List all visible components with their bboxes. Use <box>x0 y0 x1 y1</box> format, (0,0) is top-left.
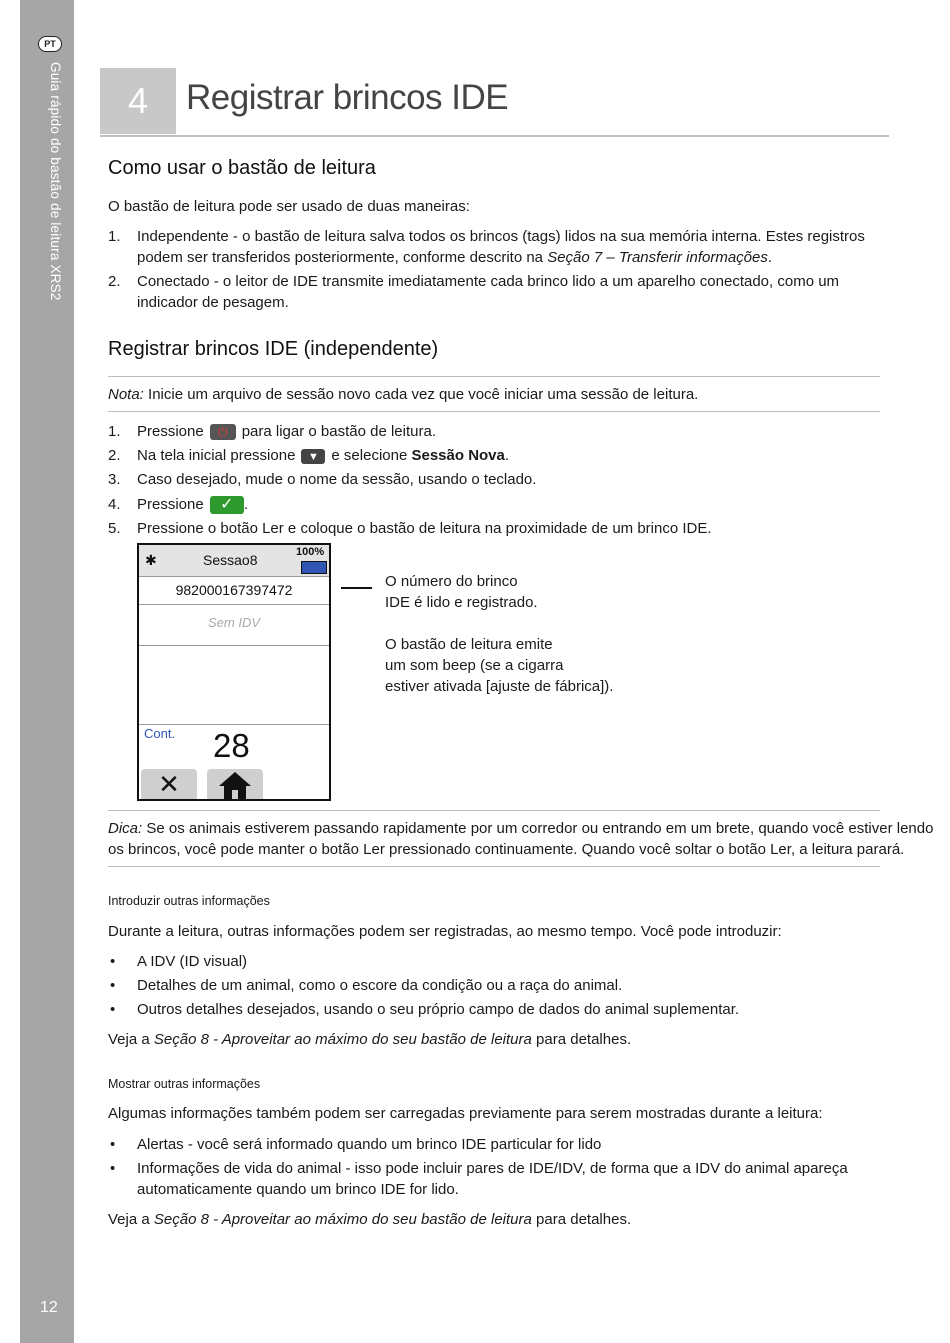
tip-divider-bottom <box>108 866 880 867</box>
bullet-item: • Informações de vida do animal - isso pode incluir pares de IDE/IDV, de forma que a IDV do animal apareça automaticamente quando um brinco IDE for lido. <box>110 1160 848 1198</box>
list-text: Independente - o bastão de leitura salva todos os brincos (tags) lidos na sua memória interna. Estes registros podem ser transferidos posteriormente, conforme descrito na Seção 7 – Transferir informações. <box>137 228 865 266</box>
device-cancel-button <box>141 769 197 799</box>
language-badge: PT <box>38 36 62 52</box>
device-header <box>139 545 329 577</box>
device-idv: Sem IDV <box>139 605 329 646</box>
device-home-button <box>207 769 263 799</box>
section-heading-usage: Como usar o bastão de leitura <box>108 157 376 179</box>
note-divider-bottom <box>108 411 880 412</box>
list-number: 2. <box>108 273 121 290</box>
note: Nota: Inicie um arquivo de sessão novo cada vez que você iniciar uma sessão de leitura. <box>108 386 699 403</box>
callout-beep: O bastão de leitura emite um som beep (se a cigarra estiver ativada [ajuste de fábrica]). <box>385 636 614 695</box>
callout-line <box>341 587 372 589</box>
note-divider-top <box>108 376 880 377</box>
section-intro: Durante a leitura, outras informações podem ser registradas, ao mesmo tempo. Você pode introduzir: <box>108 923 782 940</box>
arrow-down-icon: ▼ <box>301 449 325 464</box>
list-item <box>108 271 888 315</box>
callout-read: O número do brinco IDE é lido e registrado. <box>385 573 538 611</box>
section-intro: Algumas informações também podem ser carregadas previamente para serem mostradas durante a leitura: <box>108 1105 823 1122</box>
section-heading-record: Registrar brincos IDE (independente) <box>108 338 439 360</box>
device-screen <box>137 543 331 801</box>
bullet-item: • Detalhes de um animal, como o escore da condição ou a raça do animal. <box>110 977 623 994</box>
see-section-link: Veja a Seção 8 - Aproveitar ao máximo do seu bastão de leitura para detalhes. <box>108 1211 632 1228</box>
page-number: 12 <box>40 1299 58 1316</box>
list-text: Conectado - o leitor de IDE transmite imediatamente cada brinco lido a um aparelho conectado, como um indicador de pesagem. <box>137 273 840 311</box>
step-item: 2. Na tela inicial pressione ▼ e selecione Sessão Nova. <box>108 447 510 464</box>
bluetooth-icon: ✱ <box>145 552 157 568</box>
tip: Dica: Se os animais estiverem passando rapidamente por um corredor ou entrando em um brete, quando você estiver lendo os brincos, você pode manter o botão Ler pressionado continuamente. Quando você soltar o botão Ler, a leitura parará. <box>108 820 934 858</box>
battery-icon <box>301 561 327 574</box>
device-count-label: Cont. <box>144 726 176 741</box>
step-item: 3. Caso desejado, mude o nome da sessão, usando o teclado. <box>108 471 537 488</box>
device-session-name: Sessao8 <box>203 552 258 568</box>
battery-percent: 100% <box>296 546 325 558</box>
checkmark-icon: ✓ <box>210 496 244 514</box>
chapter-divider <box>100 135 889 137</box>
step-item: 4. Pressione ✓ . <box>108 496 249 514</box>
section-heading-input: Introduzir outras informações <box>108 894 270 908</box>
tip-divider-top <box>108 810 880 811</box>
list-item <box>108 226 888 270</box>
device-tag-number: 982000167397472 <box>139 577 329 605</box>
chapter-number: 4 <box>100 68 176 134</box>
section-intro: O bastão de leitura pode ser usado de duas maneiras: <box>108 198 470 215</box>
device-footer <box>139 769 329 799</box>
device-divider <box>139 724 329 725</box>
close-icon: ✕ <box>158 769 180 799</box>
power-icon: ⏻ <box>210 424 236 440</box>
step-item: 5. Pressione o botão Ler e coloque o bastão de leitura na proximidade de um brinco IDE. <box>108 520 712 537</box>
section-heading-display: Mostrar outras informações <box>108 1077 261 1091</box>
sidebar-title: Guia rápido do bastão de leitura XRS2 <box>48 62 63 301</box>
see-section-link: Veja a Seção 8 - Aproveitar ao máximo do seu bastão de leitura para detalhes. <box>108 1031 632 1048</box>
bullet-item: • A IDV (ID visual) <box>110 953 248 970</box>
bullet-item: • Alertas - você será informado quando um brinco IDE particular for lido <box>110 1136 602 1153</box>
list-number: 1. <box>108 228 121 245</box>
step-item: 1. Pressione ⏻ para ligar o bastão de leitura. <box>108 423 436 440</box>
bullet-item: • Outros detalhes desejados, usando o seu próprio campo de dados do animal suplementar. <box>110 1001 740 1018</box>
device-count: 28 <box>213 727 250 764</box>
chapter-title: Registrar brincos IDE <box>186 78 509 117</box>
home-icon <box>207 769 263 799</box>
